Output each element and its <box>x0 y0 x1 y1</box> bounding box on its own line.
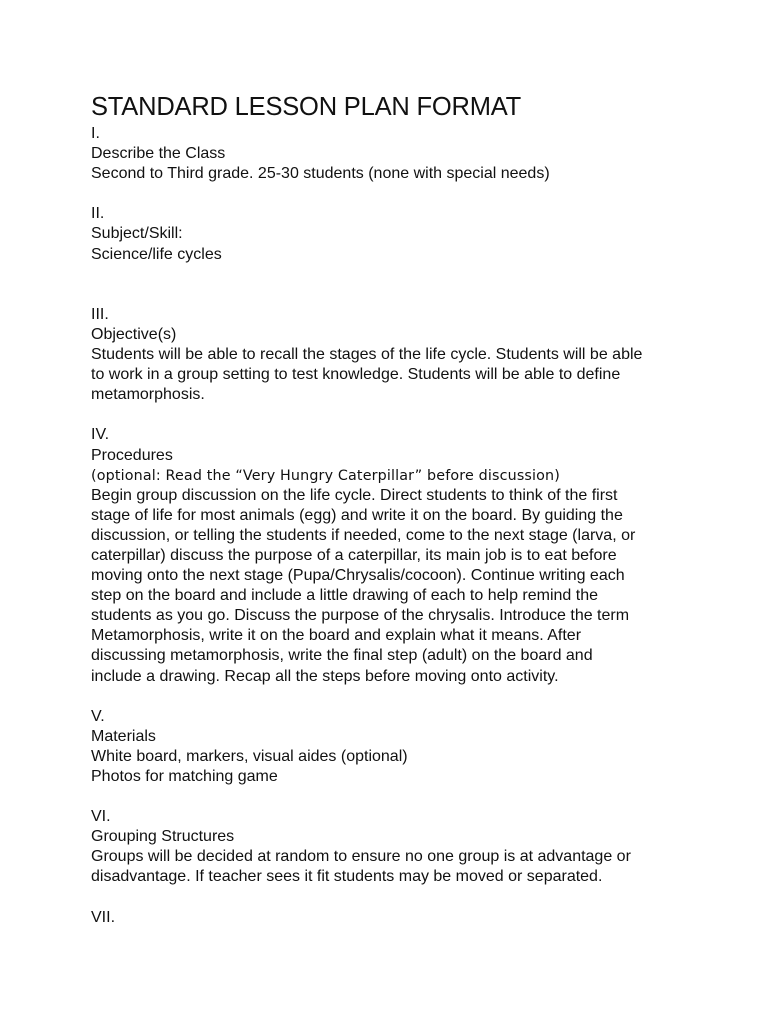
section-numeral: IV. <box>91 426 110 444</box>
section-heading: Objective(s) <box>91 325 177 343</box>
section-heading: Subject/Skill: <box>91 225 183 243</box>
body-line: stage of life for most animals (egg) and write it on the board. By guiding the <box>91 506 623 524</box>
body-line: discussion, or telling the students if needed, come to the next stage (larva, or <box>91 526 636 544</box>
body-line: caterpillar) discuss the purpose of a caterpillar, its main job is to eat before <box>91 546 617 564</box>
section-4 <box>91 425 731 686</box>
body-line: step on the board and include a little drawing of each to help remind the <box>91 587 598 605</box>
body-line: White board, markers, visual aides (optional) <box>91 747 408 765</box>
section-heading: Procedures <box>91 446 173 464</box>
section-heading: Materials <box>91 727 156 745</box>
body-line: include a drawing. Recap all the steps before moving onto activity. <box>91 667 559 685</box>
optional-note: (optional: Read the “Very Hungry Caterpillar” before discussion) <box>91 467 560 484</box>
section-3 <box>91 305 731 405</box>
section-heading: Grouping Structures <box>91 828 235 846</box>
section-1 <box>91 124 731 184</box>
body-line: disadvantage. If teacher sees it fit students may be moved or separated. <box>91 868 603 886</box>
body-line: discussing metamorphosis, write the final step (adult) on the board and <box>91 647 593 665</box>
body-line: Groups will be decided at random to ensure no one group is at advantage or <box>91 848 631 866</box>
body-line: Science/life cycles <box>91 245 222 263</box>
document-title: STANDARD LESSON PLAN FORMAT <box>91 93 522 121</box>
section-5 <box>91 707 731 787</box>
section-numeral: VI. <box>91 808 111 826</box>
section-heading: Describe the Class <box>91 145 226 163</box>
section-numeral: I. <box>91 125 100 142</box>
body-line: Photos for matching game <box>91 768 278 785</box>
section-6 <box>91 807 731 887</box>
body-line: to work in a group setting to test knowledge. Students will be able to define <box>91 366 621 384</box>
body-line: students as you go. Discuss the purpose of the chrysalis. Introduce the term <box>91 607 630 625</box>
section-numeral: V. <box>91 707 105 725</box>
section-numeral: III. <box>91 305 109 323</box>
section-numeral: VII. <box>91 908 116 926</box>
document-page <box>91 92 731 928</box>
body-line: Second to Third grade. 25-30 students (none with special needs) <box>91 165 550 183</box>
body-line: moving onto the next stage (Pupa/Chrysalis/cocoon). Continue writing each <box>91 567 625 585</box>
body-line: metamorphosis. <box>91 386 205 404</box>
section-7 <box>91 908 731 928</box>
section-2 <box>91 204 731 264</box>
body-line: Begin group discussion on the life cycle. Direct students to think of the first <box>91 486 618 504</box>
body-line: Students will be able to recall the stages of the life cycle. Students will be able <box>91 346 643 364</box>
section-numeral: II. <box>91 205 105 223</box>
body-line: Metamorphosis, write it on the board and explain what it means. After <box>91 627 582 645</box>
